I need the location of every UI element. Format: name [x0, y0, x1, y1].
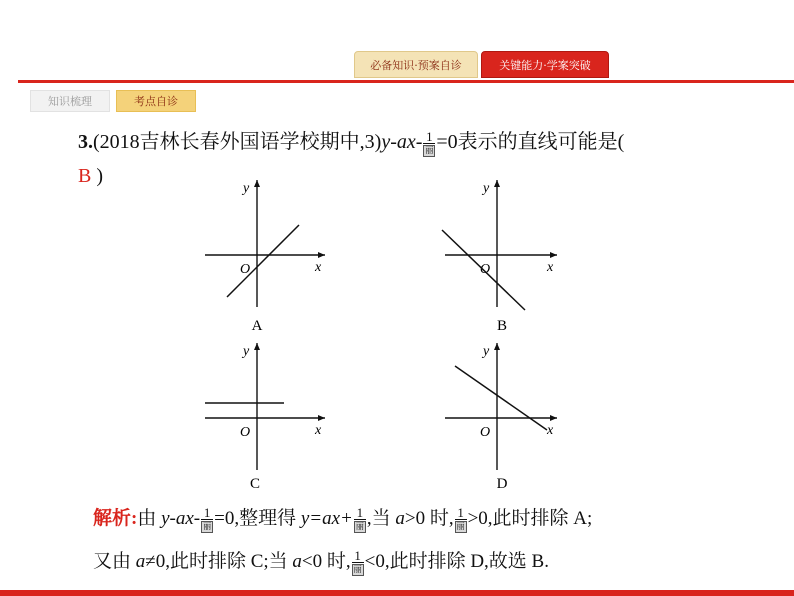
- y-axis-label-b: y: [483, 181, 490, 196]
- subtab-knowledge-review[interactable]: 知识梳理: [30, 90, 110, 112]
- origin-label-d: O: [480, 425, 491, 440]
- option-label-a: A: [251, 318, 263, 334]
- y-axis-label-d: y: [483, 344, 490, 359]
- solution-text: 由: [137, 507, 162, 529]
- line-graph-b: [442, 230, 525, 310]
- solution-text: ≠0,此时排除 C;当: [145, 550, 293, 572]
- tab-prep-knowledge[interactable]: 必备知识·预案自诊: [354, 51, 478, 78]
- y-axis-label-c: y: [243, 344, 250, 359]
- solution-math: a: [395, 507, 405, 529]
- solution-math: a: [292, 550, 302, 572]
- line-graph-a: [227, 225, 299, 297]
- close-paren: ): [96, 165, 104, 187]
- solution-text: 又由: [93, 550, 136, 572]
- x-axis-label-b: x: [547, 260, 554, 275]
- question-source: (2018吉林长春外国语学校期中,3): [93, 131, 382, 154]
- denominator-glyph: 丽: [456, 522, 465, 531]
- origin-label-c: O: [240, 425, 251, 440]
- equation-rhs: =0表示的直线可能是(: [436, 131, 625, 154]
- solution-text: >0 时,: [404, 507, 454, 529]
- x-axis-label-d: x: [547, 423, 554, 438]
- solution-math: y=ax+: [300, 507, 353, 529]
- solution-text: ,当: [366, 507, 396, 529]
- solution-text: =0,整理得: [214, 507, 301, 529]
- denominator-glyph: 丽: [355, 522, 364, 531]
- solution-text: <0 时,: [301, 550, 351, 572]
- answer-value: B: [78, 165, 92, 187]
- fraction-1-over-a: $\frac{1}{\text{丽}}$: [355, 505, 364, 531]
- fraction-1-over-a: $\frac{1}{\text{丽}}$: [425, 129, 434, 155]
- line-graph-d: [455, 366, 547, 430]
- option-label-c: C: [249, 476, 261, 492]
- denominator-glyph: 丽: [353, 565, 362, 574]
- denominator-glyph: 丽: [203, 522, 212, 531]
- option-label-b: B: [496, 318, 508, 334]
- denominator-glyph: 丽: [425, 146, 434, 155]
- y-axis-label-a: y: [243, 181, 250, 196]
- equation-lhs: y-ax-: [381, 131, 423, 154]
- fraction-1-over-a: $\frac{1}{\text{丽}}$: [353, 548, 362, 574]
- footer-bar: [0, 590, 794, 596]
- x-axis-label-a: x: [315, 260, 322, 275]
- x-axis-label-c: x: [315, 423, 322, 438]
- subtab-self-check[interactable]: 考点自诊: [116, 90, 196, 112]
- solution-text: <0,此时排除 D,故选 B.: [364, 550, 549, 572]
- solution-line-1: [93, 506, 592, 533]
- origin-label-a: O: [240, 262, 251, 277]
- question-number: 3.: [78, 131, 93, 154]
- option-label-d: D: [496, 476, 508, 492]
- tab-key-abilities[interactable]: 关键能力·学案突破: [481, 51, 609, 78]
- solution-math: y-ax-: [161, 507, 201, 529]
- solution-text: >0,此时排除 A;: [467, 507, 593, 529]
- solution-line-2: [93, 549, 549, 576]
- solution-math: a: [135, 550, 146, 572]
- solution-label: 解析:: [93, 507, 138, 529]
- fraction-1-over-a: $\frac{1}{\text{丽}}$: [456, 505, 465, 531]
- origin-label-b: O: [480, 262, 491, 277]
- fraction-1-over-a: $\frac{1}{\text{丽}}$: [203, 505, 212, 531]
